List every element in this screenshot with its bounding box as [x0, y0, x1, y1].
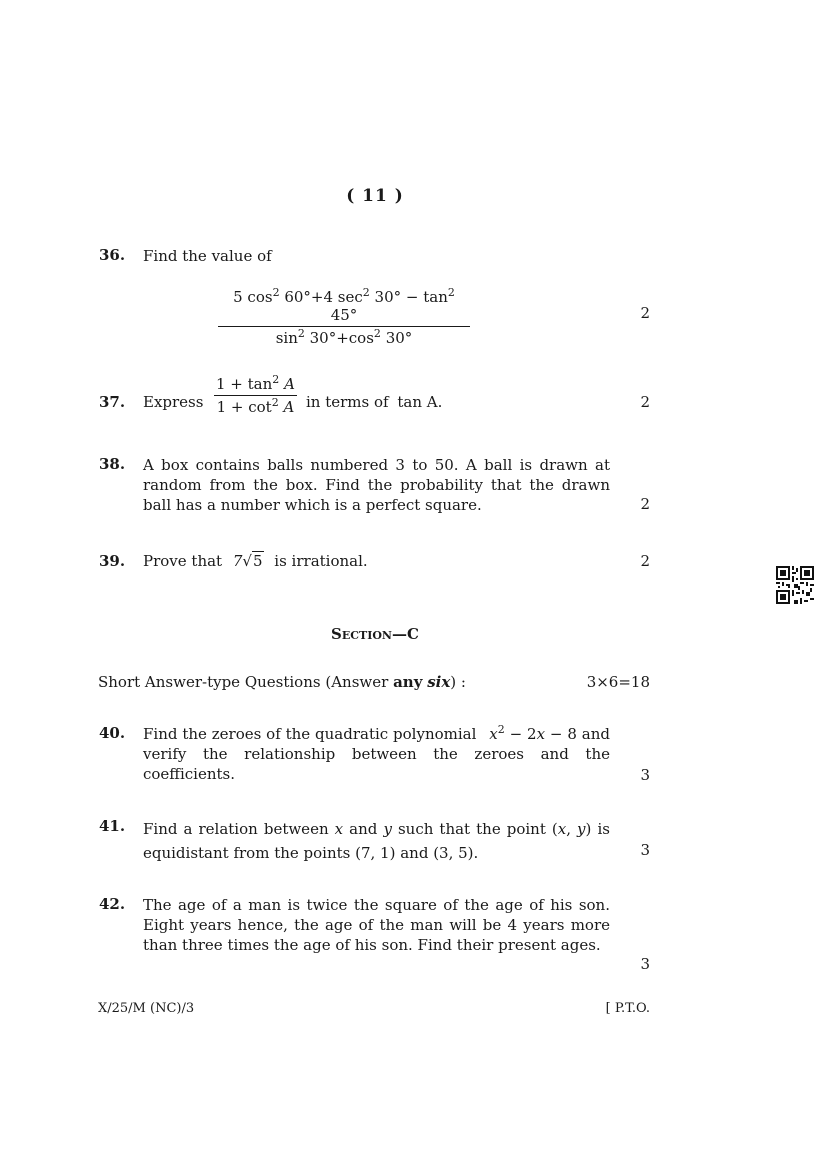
question-40-lead: Find the zeroes of the quadratic polynomial	[143, 725, 477, 743]
marks-40: 3	[640, 766, 650, 784]
section-instruction	[98, 673, 466, 691]
footer-paper-code: X/25/M (NC)/3	[98, 1001, 195, 1016]
question-text-42: The age of a man is twice the square of the age of his son. Eight years hence, the age of the man will be 4 years more than three times the age of his son. Find their present ages.	[143, 896, 610, 954]
question-number-41: 41.	[99, 817, 126, 835]
expression-37: $\frac{1 + \tan^2 A}{1 + \cot^2 A}$	[216, 373, 295, 416]
question-number-38: 38.	[99, 455, 126, 473]
footer-pto: [ P.T.O.	[605, 1001, 650, 1016]
page-number: ( 11 )	[346, 186, 404, 206]
question-41-part-a: Find a relation between	[143, 820, 329, 838]
question-37-lead: Express	[143, 393, 204, 411]
section-marks: 3×6=18	[586, 673, 650, 691]
marks-41: 3	[640, 841, 650, 859]
question-41-part-d: is equidistant from the points (7, 1) and (3, 5).	[143, 820, 610, 862]
marks-42: 3	[640, 955, 650, 973]
question-text-38: A box contains balls numbered 3 to 50. A ball is drawn at random from the box. Find the probability that the drawn ball has a number which is a perfect square.	[143, 456, 610, 514]
question-text-37	[143, 393, 203, 411]
question-41-part-b: and	[349, 820, 378, 838]
question-text-39	[143, 552, 368, 570]
instruction-close: ) :	[450, 673, 466, 691]
question-40-tail: and verify the relationship between the zeroes and the coefficients.	[143, 725, 610, 783]
question-number-42: 42.	[99, 895, 126, 913]
seven-root-five: 7√5	[232, 552, 263, 570]
question-39-tail: is irrational.	[274, 552, 368, 570]
marks-36: 2	[640, 304, 650, 322]
question-41-part-c: such that the point	[397, 820, 546, 838]
question-text-40	[143, 724, 610, 784]
qr-code-icon	[776, 566, 814, 604]
section-heading	[0, 625, 750, 643]
question-number-39: 39.	[99, 552, 126, 570]
question-number-36: 36.	[99, 246, 126, 264]
question-number-37: 37.	[99, 393, 126, 411]
marks-38: 2	[640, 495, 650, 513]
var-x: x	[334, 820, 344, 838]
section-heading-text: Section—C	[331, 625, 419, 643]
question-37-tail: in terms of tan A.	[306, 393, 443, 411]
var-y: y	[383, 820, 392, 838]
question-text-36: Find the value of	[143, 247, 272, 265]
question-number-40: 40.	[99, 724, 126, 742]
instruction-text: Short Answer-type Questions (Answer	[98, 673, 389, 691]
instruction-any: any	[393, 673, 423, 691]
point-xy: (x, y)	[551, 820, 592, 838]
expression-36: $\frac{5 \cos^2 60^\circ+4 \sec^2 30^\circ - \tan^2 45^\circ}{\sin^2 30^\circ+\cos^2 30^\circ}$	[218, 288, 470, 347]
question-37-var: tan A	[397, 393, 438, 411]
marks-37: 2	[640, 393, 650, 411]
question-39-lead: Prove that	[143, 552, 223, 570]
marks-39: 2	[640, 552, 650, 570]
question-text-41	[143, 817, 610, 865]
polynomial: $x^2 - 2x - 8$	[489, 723, 577, 743]
instruction-six: six	[427, 673, 451, 691]
question-37-tail-text: in terms of	[306, 393, 389, 411]
